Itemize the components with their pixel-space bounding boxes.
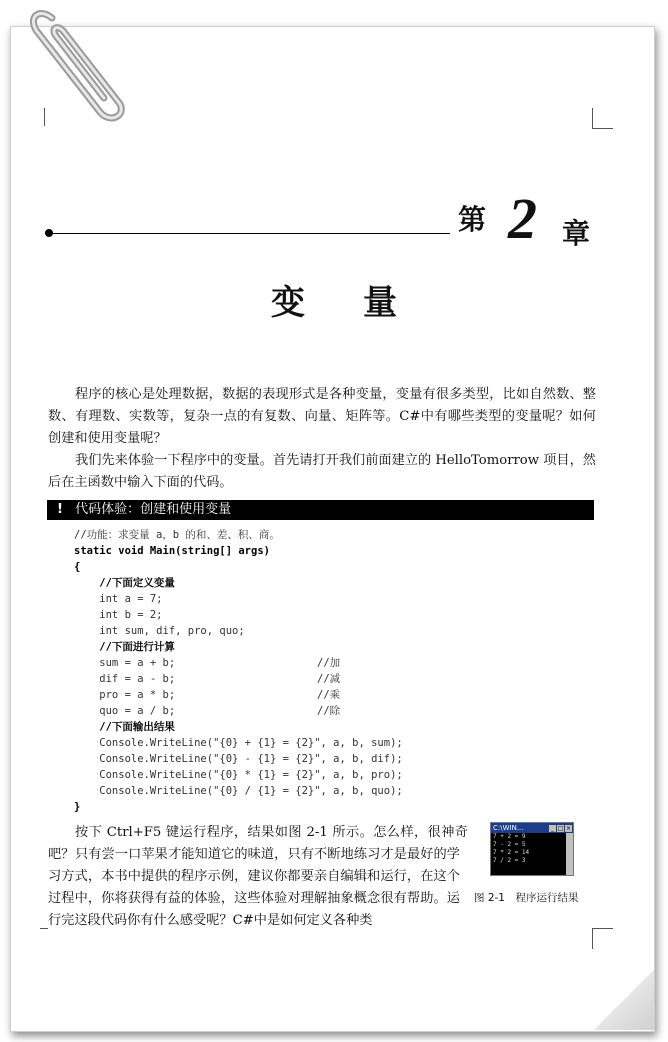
console-line: 7 * 2 = 14	[493, 849, 530, 856]
crop-mark	[40, 928, 48, 949]
code-text: //下面进行计算	[74, 641, 175, 653]
code-text: Console.WriteLine("{0} - {1} = {2}", a, b, dif);	[74, 753, 403, 765]
code-line	[74, 639, 594, 655]
figure-caption: 图 2-1 程序运行结果	[474, 892, 579, 904]
chapter-suffix: 章	[562, 217, 591, 250]
code-line	[74, 607, 594, 623]
code-text: Console.WriteLine("{0} * {1} = {2}", a, b, pro);	[74, 769, 403, 781]
code-text: //功能：求变量 a，b 的和、差、积、商。	[74, 529, 280, 541]
console-line: 7 / 2 = 3	[493, 857, 526, 864]
code-line	[74, 591, 594, 607]
exclamation-icon: !	[57, 502, 63, 517]
chapter-rule	[50, 233, 450, 234]
code-line	[74, 703, 594, 719]
code-comment: //除	[317, 705, 341, 717]
code-text: pro = a * b;	[74, 689, 176, 701]
code-comment: //乘	[317, 689, 341, 701]
crop-mark	[592, 928, 613, 949]
code-text: dif = a - b;	[74, 673, 176, 685]
chapter-number: 2	[508, 186, 537, 251]
code-text: int b = 2;	[74, 609, 163, 621]
banner-label: 代码体验：创建和使用变量	[75, 502, 232, 517]
code-line	[74, 767, 594, 783]
code-line	[74, 623, 594, 639]
code-line	[74, 527, 594, 543]
code-listing	[74, 527, 594, 815]
code-text: int a = 7;	[74, 593, 163, 605]
console-scrollbar	[566, 833, 573, 875]
code-line	[74, 655, 594, 671]
code-line	[74, 799, 594, 815]
code-line	[74, 559, 594, 575]
code-line	[74, 687, 594, 703]
run-paragraph: 按下 Ctrl+F5 键运行程序，结果如图 2-1 所示。怎么样，很神奇吧？	[48, 825, 468, 862]
console-output	[491, 833, 573, 865]
code-text: //下面定义变量	[74, 577, 175, 589]
code-text: Console.WriteLine("{0} + {1} = {2}", a, b, sum);	[74, 737, 403, 749]
code-text: Console.WriteLine("{0} / {1} = {2}", a, b, quo);	[74, 785, 403, 797]
code-text: sum = a + b;	[74, 657, 176, 669]
chapter-prefix: 第	[458, 203, 487, 236]
code-line	[74, 751, 594, 767]
code-line	[74, 719, 594, 735]
code-comment: //减	[317, 673, 341, 685]
close-icon: ×	[565, 825, 572, 832]
code-experience-banner	[47, 500, 594, 520]
paperclip-icon	[20, 0, 130, 130]
code-line	[74, 543, 594, 559]
code-line	[74, 671, 594, 687]
instruction-paragraph: 我们先来体验一下程序中的变量。首先请打开我们前面建立的 HelloTomorrow 项目，然后在主函数中输入下面的代码。	[48, 453, 596, 490]
console-line: 7 - 2 = 5	[493, 841, 526, 848]
console-line: 7 + 2 = 9	[493, 833, 526, 840]
practice-paragraph: 只有尝一口苹果才能知道它的味道，只有不断地练习才是最好的学习方式，本书中提供的程序示例，建议你都要亲自编辑和运行，在这个过程中，你将获得有益的体验，这些体验对理解抽象概念很有帮助。运行完这段代码你有什么感受呢？C#中是如何定义各种类	[48, 847, 460, 928]
code-text: //下面输出结果	[74, 721, 175, 733]
maximize-icon: □	[557, 825, 564, 832]
code-text: int sum, dif, pro, quo;	[74, 625, 245, 637]
page-curl	[594, 970, 654, 1030]
code-text: }	[74, 801, 81, 813]
code-line	[74, 735, 594, 751]
intro-paragraph: 程序的核心是处理数据，数据的表现形式是各种变量，变量有很多类型，比如自然数、整数、有理数、实数等，复杂一点的有复数、向量、矩阵等。C#中有哪些类型的变量呢？如何创建和使用变量呢？	[48, 387, 596, 446]
crop-mark	[592, 108, 613, 129]
code-comment: //加	[317, 657, 341, 669]
chapter-title: 变量	[271, 283, 455, 323]
code-line	[74, 783, 594, 799]
console-title: C:\WIN...	[493, 824, 524, 832]
code-text: static void Main(string[] args)	[74, 545, 270, 557]
code-line	[74, 575, 594, 591]
minimize-icon: _	[551, 825, 554, 832]
code-text: {	[74, 561, 81, 573]
console-titlebar	[491, 823, 573, 833]
code-text: quo = a / b;	[74, 705, 176, 717]
console-screenshot	[490, 822, 574, 876]
